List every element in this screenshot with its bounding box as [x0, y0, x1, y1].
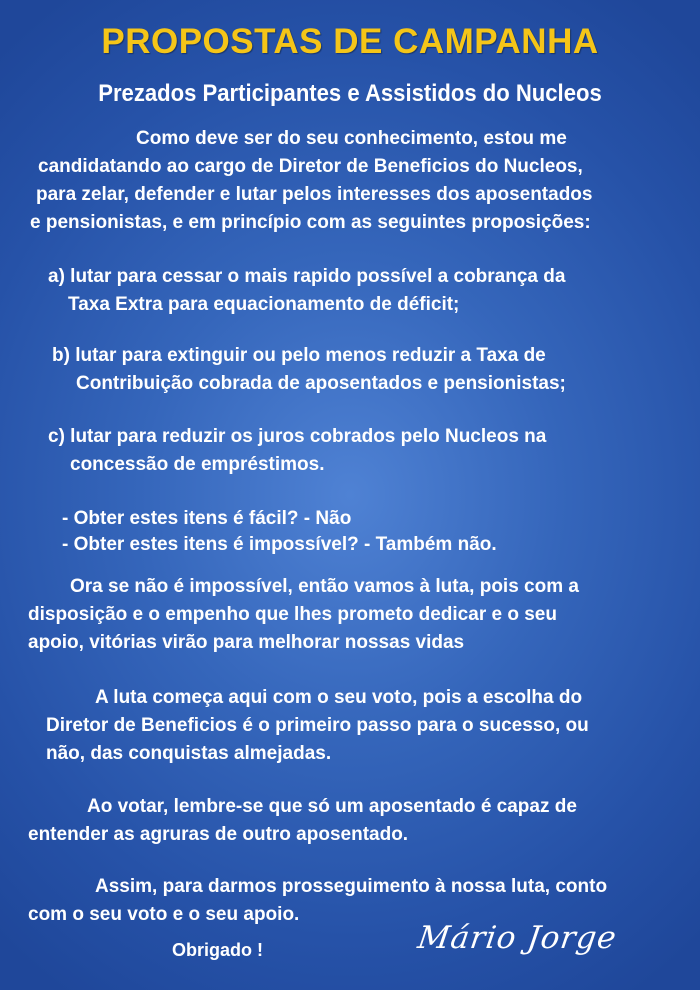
question-line: - Obter estes itens é fácil? - Não: [62, 508, 352, 529]
proposal-line: b) lutar para extinguir ou pelo menos reduzir a Taxa de: [52, 345, 546, 366]
paragraph-line: com o seu voto e o seu apoio.: [28, 904, 300, 925]
questions: [62, 506, 497, 558]
proposal-line: Contribuição cobrada de aposentados e pensionistas;: [76, 373, 566, 394]
intro-line: e pensionistas, e em princípio com as seguintes proposições:: [30, 212, 591, 233]
question-line: - Obter estes itens é impossível? - Também não.: [62, 534, 497, 555]
proposal-line: concessão de empréstimos.: [70, 454, 325, 475]
paragraph-line: Diretor de Beneficios é o primeiro passo para o sucesso, ou: [46, 715, 589, 736]
paragraph-line: A luta começa aqui com o seu voto, pois a escolha do: [95, 687, 583, 708]
proposal-line: Taxa Extra para equacionamento de déficit;: [68, 294, 460, 315]
signature: Mário Jorge: [415, 920, 620, 956]
proposal-line: a) lutar para cessar o mais rapido possível a cobrança da: [48, 266, 566, 287]
paragraph-luta: [0, 573, 579, 657]
proposal-a: [48, 263, 565, 319]
intro-line: Como deve ser do seu conhecimento, estou me: [136, 128, 567, 149]
proposal-c: [48, 423, 546, 479]
intro-line: candidatando ao cargo de Diretor de Beneficios do Nucleos,: [38, 156, 583, 177]
paragraph-line: Ao votar, lembre-se que só um aposentado é capaz de: [87, 796, 577, 817]
paragraph-line: Ora se não é impossível, então vamos à luta, pois com a: [70, 576, 579, 597]
proposal-line: c) lutar para reduzir os juros cobrados pelo Nucleos na: [48, 426, 547, 447]
paragraph-line: entender as agruras de outro aposentado.: [28, 824, 409, 845]
intro-line: para zelar, defender e lutar pelos interesses dos aposentados: [36, 184, 593, 205]
poster-subtitle: Prezados Participantes e Assistidos do Nucleos: [98, 80, 602, 107]
paragraph-voto: [0, 684, 589, 768]
closing-thanks: Obrigado !: [172, 940, 263, 960]
paragraph-aposentado: [0, 793, 577, 849]
paragraph-line: não, das conquistas almejadas.: [46, 743, 332, 764]
proposal-b: [52, 342, 566, 398]
paragraph-line: apoio, vitórias virão para melhorar nossas vidas: [28, 632, 465, 653]
paragraph-line: disposição e o empenho que lhes prometo dedicar e o seu: [28, 604, 557, 625]
poster-title: PROPOSTAS DE CAMPANHA: [101, 22, 599, 61]
paragraph-line: Assim, para darmos prosseguimento à nossa luta, conto: [95, 876, 608, 897]
intro-paragraph: [0, 125, 592, 237]
